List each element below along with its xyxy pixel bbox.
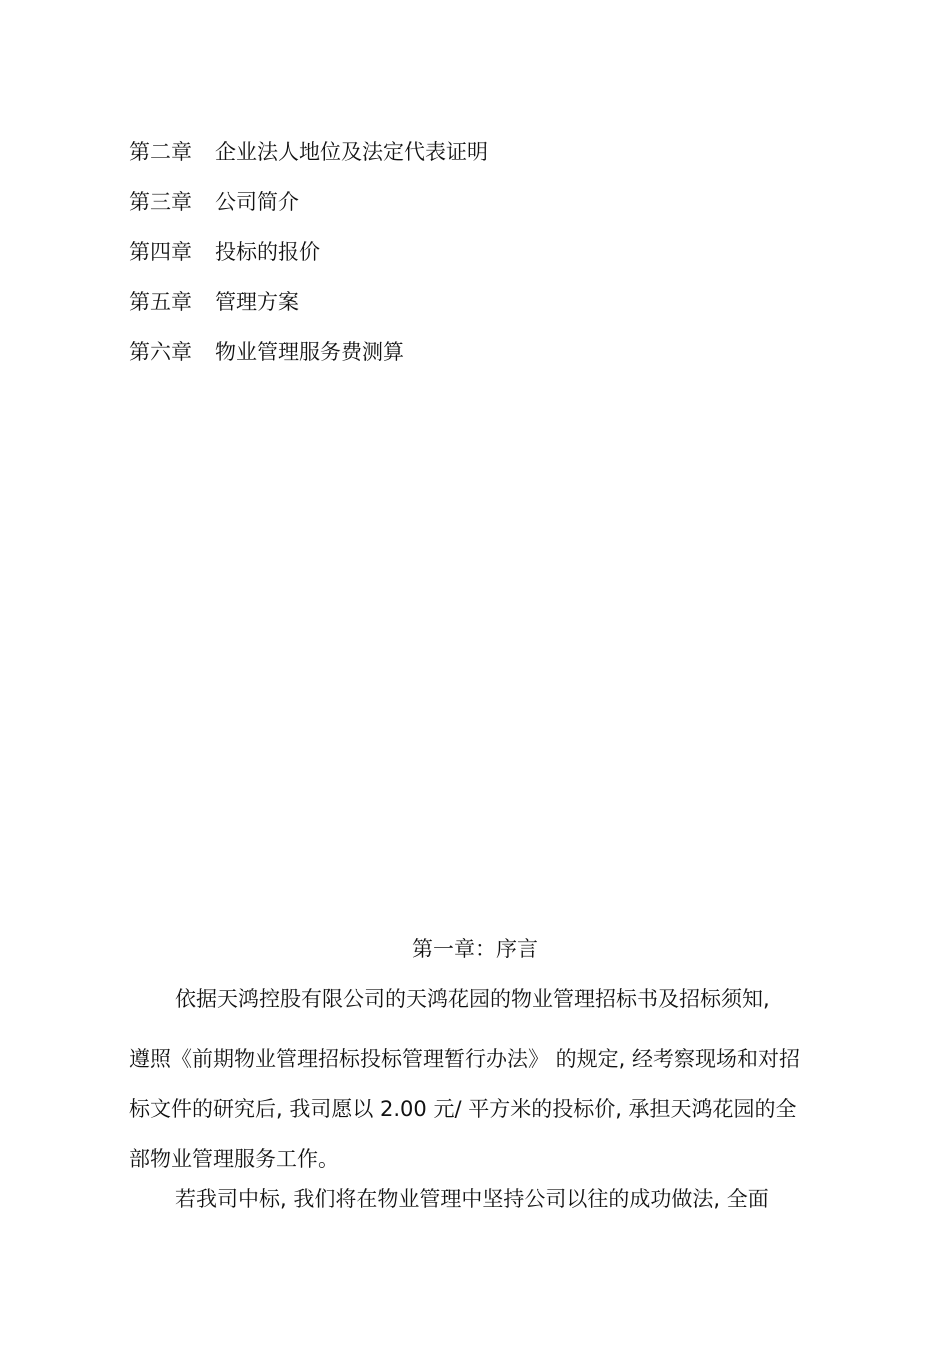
toc-item-chapter-5 [129, 287, 488, 337]
toc-chapter-title: 企业法人地位及法定代表证明 [215, 140, 488, 164]
toc-chapter-title: 投标的报价 [215, 240, 320, 264]
toc-item-chapter-3 [129, 187, 488, 237]
toc-chapter-number: 第五章 [129, 290, 192, 314]
toc-chapter-number: 第三章 [129, 190, 192, 214]
paragraph-line: 标文件的研究后, 我司愿以 2.00 元/ 平方米的投标价, 承担天鸿花园的全 [129, 1097, 797, 1121]
toc-chapter-number: 第四章 [129, 240, 192, 264]
paragraph-intro: 依据天鸿控股有限公司的天鸿花园的物业管理招标书及招标须知, [175, 987, 770, 1011]
paragraph-continuation: 若我司中标, 我们将在物业管理中坚持公司以往的成功做法, 全面 [175, 1187, 769, 1211]
toc-chapter-title: 管理方案 [215, 290, 299, 314]
paragraph-line: 部物业管理服务工作。 [129, 1147, 339, 1171]
paragraph-line: 遵照《前期物业管理招标投标管理暂行办法》 的规定, 经考察现场和对招 [129, 1047, 801, 1071]
toc-item-chapter-2 [129, 137, 488, 187]
table-of-contents [129, 137, 488, 387]
toc-chapter-title: 公司简介 [215, 190, 299, 214]
toc-item-chapter-4 [129, 237, 488, 287]
toc-chapter-number: 第六章 [129, 340, 192, 364]
toc-item-chapter-6 [129, 337, 488, 387]
chapter-heading: 第一章：序言 [412, 937, 538, 961]
toc-chapter-title: 物业管理服务费测算 [215, 340, 404, 364]
paragraph-body [129, 1034, 800, 1184]
toc-chapter-number: 第二章 [129, 140, 192, 164]
